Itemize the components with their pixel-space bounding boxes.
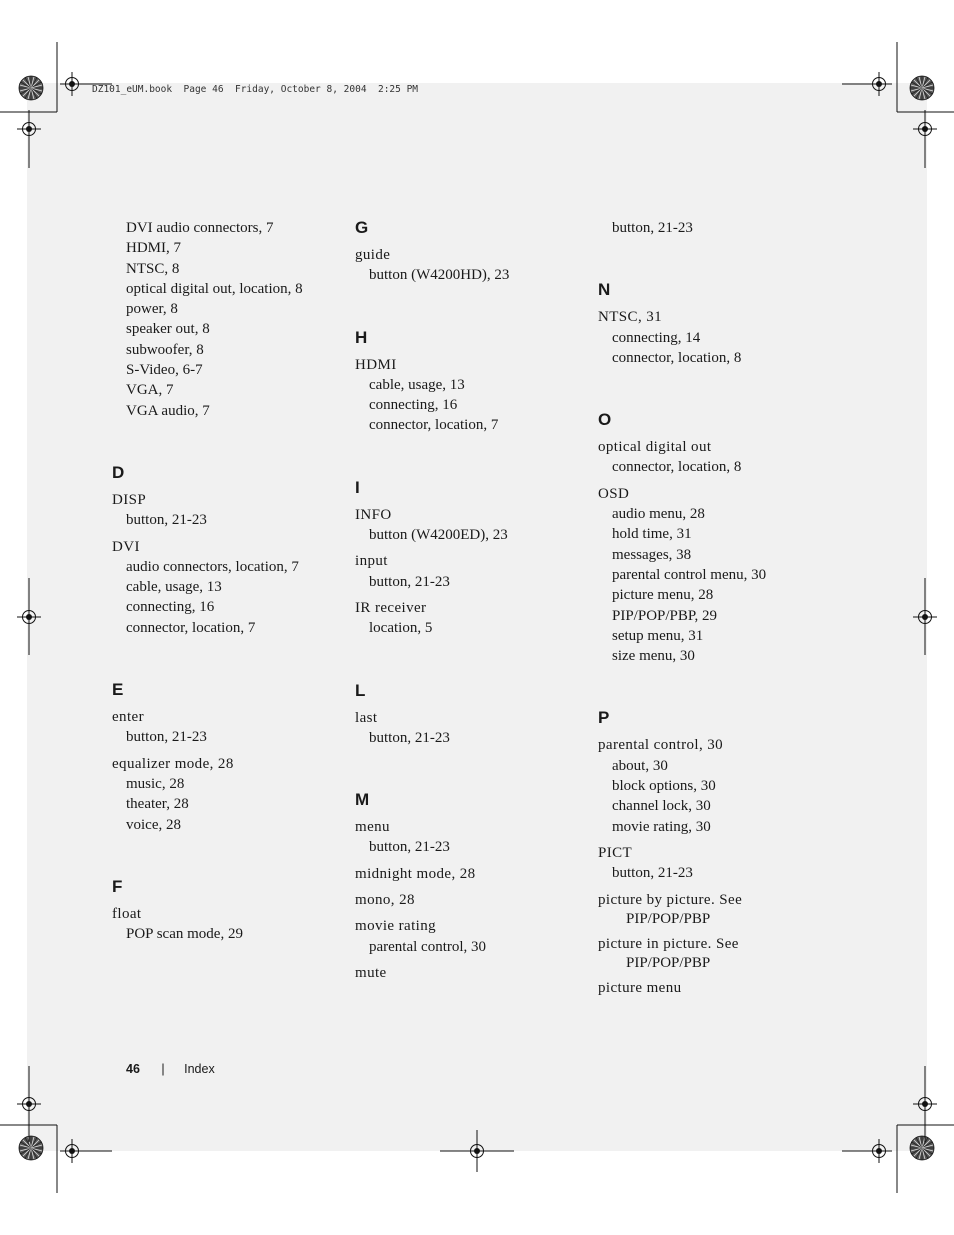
index-subentry: power, 8	[126, 301, 178, 318]
index-entry: midnight mode, 28	[355, 865, 476, 882]
index-letter-heading: H	[355, 327, 368, 347]
index-subentry: messages, 38	[612, 546, 692, 563]
index-entry: NTSC, 31	[598, 309, 663, 326]
index-subentry: parental control menu, 30	[612, 566, 767, 583]
index-entry: picture by picture. See	[598, 891, 743, 908]
index-column-1	[112, 218, 347, 944]
index-subentry: music, 28	[126, 775, 185, 792]
index-subentry: connector, location, 8	[612, 349, 742, 366]
index-subentry: button, 21-23	[612, 865, 693, 882]
index-subentry: movie rating, 30	[612, 818, 711, 835]
index-subentry: optical digital out, location, 8	[126, 280, 303, 297]
index-subentry: audio menu, 28	[612, 506, 705, 523]
index-subentry: button, 21-23	[369, 573, 450, 590]
index-subentry: size menu, 30	[612, 648, 695, 665]
index-entry: OSD	[598, 485, 630, 502]
index-subentry: theater, 28	[126, 796, 189, 813]
index-subentry: connector, location, 7	[126, 619, 256, 636]
index-column-3	[598, 218, 833, 998]
index-subentry: location, 5	[369, 620, 433, 637]
index-subentry: block options, 30	[612, 778, 716, 795]
index-subentry: picture menu, 28	[612, 587, 714, 604]
index-letter-heading: F	[112, 876, 123, 896]
index-subentry: connecting, 16	[126, 599, 215, 616]
index-entry: input	[355, 553, 388, 570]
index-subentry: voice, 28	[126, 816, 181, 833]
index-letter-heading: M	[355, 790, 370, 810]
index-subentry: parental control, 30	[369, 938, 487, 955]
footer-separator: |	[161, 1062, 165, 1076]
index-entry: last	[355, 709, 378, 726]
index-subentry: NTSC, 8	[126, 260, 180, 277]
index-subentry: HDMI, 7	[126, 240, 181, 257]
index-subentry: audio connectors, location, 7	[126, 558, 299, 575]
index-entry: enter	[112, 709, 144, 726]
index-entry: picture menu	[598, 980, 682, 997]
index-subentry: about, 30	[612, 757, 668, 774]
index-subentry: connector, location, 8	[612, 459, 742, 476]
index-subentry: channel lock, 30	[612, 798, 711, 815]
index-subentry: button (W4200HD), 23	[369, 267, 510, 284]
index-subentry: cable, usage, 13	[126, 579, 222, 596]
index-subentry: VGA, 7	[126, 382, 174, 399]
index-entry: PICT	[598, 844, 633, 861]
index-subentry: subwoofer, 8	[126, 341, 204, 358]
index-subentry: PIP/POP/PBP, 29	[612, 607, 718, 624]
index-entry: mono, 28	[355, 892, 415, 909]
index-letter-heading: O	[598, 410, 612, 430]
index-continuation: PIP/POP/PBP	[626, 910, 711, 927]
index-entry: DISP	[112, 491, 147, 508]
index-entry: DVI	[112, 538, 140, 555]
index-subentry: cable, usage, 13	[369, 376, 465, 393]
page-footer	[126, 1062, 215, 1076]
index-letter-heading: G	[355, 218, 369, 237]
page-number: 46	[126, 1062, 140, 1076]
index-continuation: PIP/POP/PBP	[626, 955, 711, 972]
index-letter-heading: D	[112, 462, 125, 482]
index-entry: guide	[355, 247, 391, 263]
index-subentry: connecting, 16	[369, 397, 458, 414]
index-entry: INFO	[355, 506, 392, 523]
index-entry: float	[112, 905, 142, 922]
index-letter-heading: N	[598, 280, 611, 300]
index-entry: IR receiver	[355, 599, 427, 616]
index-subentry: button (W4200ED), 23	[369, 527, 508, 544]
footer-section: Index	[184, 1062, 215, 1076]
index-subentry: hold time, 31	[612, 526, 692, 543]
index-letter-heading: P	[598, 708, 610, 728]
index-entry: picture in picture. See	[598, 935, 739, 952]
index-subentry: S-Video, 6-7	[126, 362, 203, 379]
index-entry: movie rating	[355, 918, 437, 935]
index-subentry: button, 21-23	[369, 839, 450, 856]
index-letter-heading: E	[112, 680, 124, 700]
index-entry: menu	[355, 819, 390, 836]
index-entry: optical digital out	[598, 439, 712, 456]
index-entry: mute	[355, 964, 387, 981]
print-slug: DZ101_eUM.book Page 46 Friday, October 8, 2004 2:25 PM	[92, 84, 419, 95]
index-entry: equalizer mode, 28	[112, 755, 234, 772]
index-subentry: button, 21-23	[126, 729, 207, 746]
index-subentry: speaker out, 8	[126, 321, 210, 338]
index-subentry: setup menu, 31	[612, 627, 704, 644]
index-entry: parental control, 30	[598, 737, 724, 754]
index-subentry: button, 21-23	[612, 220, 693, 236]
index-subentry: connecting, 14	[612, 329, 701, 346]
index-subentry: button, 21-23	[369, 729, 450, 746]
index-subentry: VGA audio, 7	[126, 402, 210, 419]
index-subentry: POP scan mode, 29	[126, 926, 243, 943]
index-entry: HDMI	[355, 356, 397, 373]
index-subentry: button, 21-23	[126, 512, 207, 529]
index-letter-heading: L	[355, 680, 366, 700]
index-subentry: connector, location, 7	[369, 417, 499, 434]
index-subentry: DVI audio connectors, 7	[126, 220, 274, 236]
index-column-2	[355, 218, 590, 983]
index-letter-heading: I	[355, 477, 360, 497]
